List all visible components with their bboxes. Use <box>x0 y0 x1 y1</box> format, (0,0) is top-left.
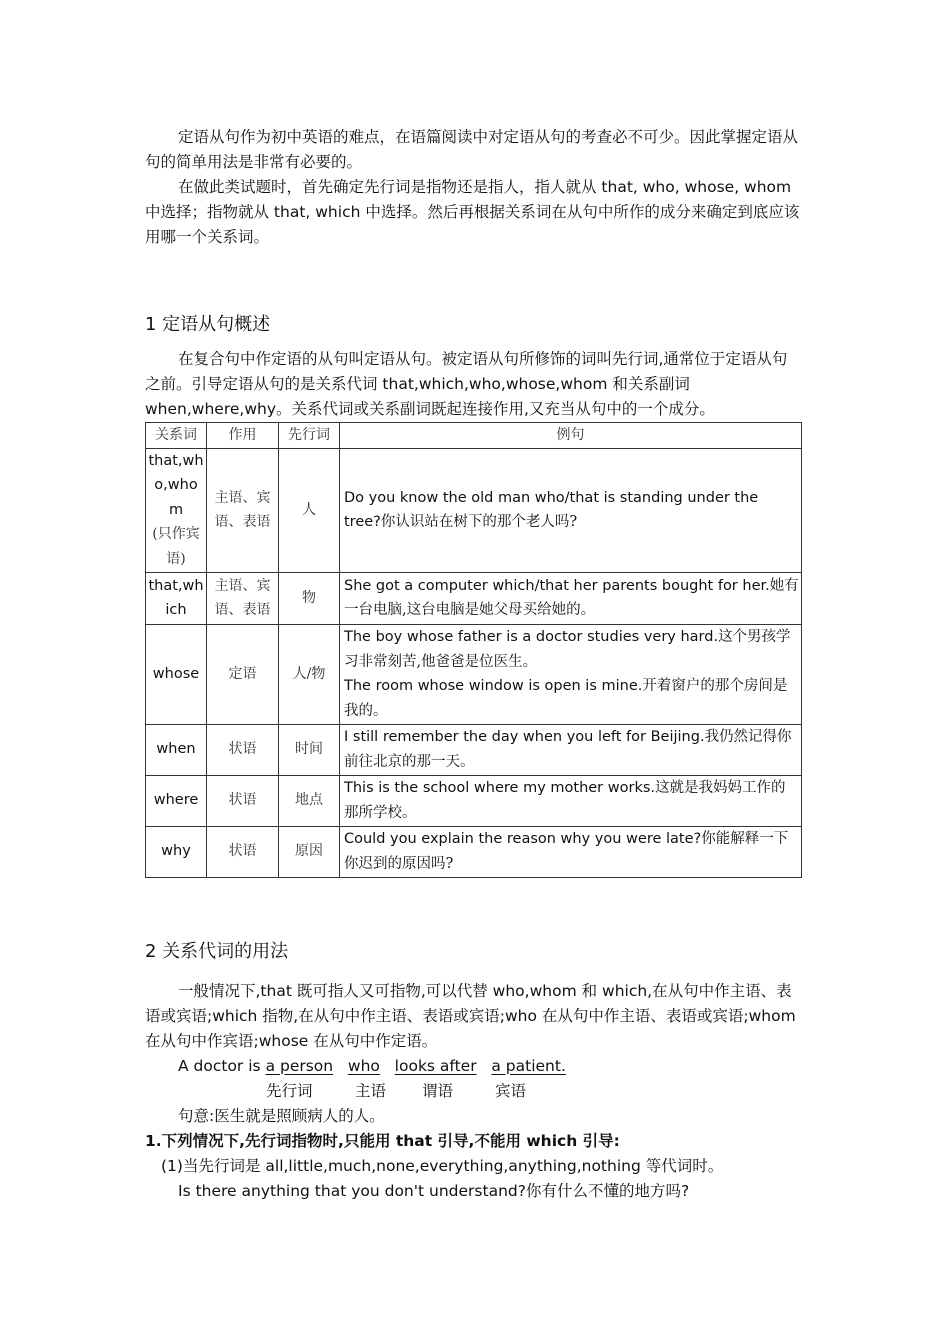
example-english: Could you explain the reason why you were late? <box>344 831 702 847</box>
relative-word-cell: whose <box>146 624 207 724</box>
label-antecedent: 先行词 <box>266 1081 313 1100</box>
example-part-antecedent: a person <box>265 1056 334 1075</box>
example-english: This is the school where my mother works. <box>344 780 656 796</box>
label-object: 宾语 <box>495 1081 527 1100</box>
relative-word-cell: where <box>146 775 207 826</box>
example-english: I still remember the day when you left for Beijing. <box>344 729 705 745</box>
antecedent-cell: 人 <box>279 448 340 572</box>
example-cell <box>340 624 802 724</box>
example-chinese: 开着窗户的那个房间是我的。 <box>344 678 788 719</box>
antecedent-cell: 时间 <box>279 724 340 775</box>
antecedent-cell: 地点 <box>279 775 340 826</box>
example-cell <box>340 775 802 826</box>
example-chinese: 我仍然记得你前往北京的那一天。 <box>344 729 792 770</box>
example-english: The boy whose father is a doctor studies very hard. <box>344 629 719 645</box>
table-header-cell: 关系词 <box>146 423 207 449</box>
example-labels <box>145 1079 801 1104</box>
antecedent-cell: 原因 <box>279 826 340 877</box>
intro-paragraph-2: 在做此类试题时，首先确定先行词是指物还是指人，指人就从 that, who, whose, whom 中选择；指物就从 that, which 中选择。然后再根据关系词在从句中所作的成分来确定到底应该用哪一个关系词。 <box>145 178 800 246</box>
role-cell: 状语 <box>207 724 279 775</box>
table-row <box>146 724 802 775</box>
table-row <box>146 572 802 624</box>
document-page <box>145 125 801 1204</box>
relative-word-cell <box>146 448 207 572</box>
antecedent-cell: 人/物 <box>279 624 340 724</box>
role-cell: 定语 <box>207 624 279 724</box>
example-part-object: a patient. <box>491 1056 566 1075</box>
table-header-cell: 先行词 <box>279 423 340 449</box>
example-meaning: 句意:医生就是照顾病人的人。 <box>178 1106 385 1125</box>
example-part-predicate: looks after <box>394 1056 477 1075</box>
role-cell: 主语、宾语、表语 <box>207 572 279 624</box>
example-cell <box>340 448 802 572</box>
example-chinese: 她有一台电脑,这台电脑是她父母买给她的。 <box>344 577 799 618</box>
relative-word-cell: why <box>146 826 207 877</box>
relative-word-cell: that,which <box>146 572 207 624</box>
table-row <box>146 448 802 572</box>
relative-word-cell: when <box>146 724 207 775</box>
table-header-cell: 例句 <box>340 423 802 449</box>
relative-word-note: (只作宾语) <box>152 526 200 567</box>
relative-word: that,who,whom <box>148 452 204 518</box>
section-1-heading: 1 定语从句概述 <box>145 314 271 335</box>
intro-paragraph-1: 定语从句作为初中英语的难点，在语篇阅读中对定语从句的考查必不可少。因此掌握定语从句的简单用法是非常有必要的。 <box>145 128 799 171</box>
antecedent-cell: 物 <box>279 572 340 624</box>
table-header-cell: 作用 <box>207 423 279 449</box>
example-english: The room whose window is open is mine. <box>344 678 643 694</box>
role-cell: 状语 <box>207 826 279 877</box>
case-1-example: Is there anything that you don't understand?你有什么不懂的地方吗? <box>178 1181 690 1200</box>
table-row <box>146 624 802 724</box>
example-cell <box>340 572 802 624</box>
section-2-heading: 2 关系代词的用法 <box>145 940 289 962</box>
example-chinese: 这就是我妈妈工作的那所学校。 <box>344 780 786 821</box>
role-cell: 主语、宾语、表语 <box>207 448 279 572</box>
table-header-row <box>146 423 802 449</box>
example-chinese: 这个男孩学习非常刻苦,他爸爸是位医生。 <box>344 629 791 670</box>
rule-1-heading: 1.下列情况下,先行词指物时,只能用 that 引导,不能用 which 引导: <box>145 1131 620 1150</box>
label-subject: 主语 <box>355 1081 387 1100</box>
example-chinese: 你认识站在树下的那个老人吗? <box>380 514 578 530</box>
example-cell <box>340 724 802 775</box>
example-part-subject: who <box>347 1056 380 1075</box>
example-english: She got a computer which/that her parents bought for her. <box>344 577 770 594</box>
example-english: Do you know the old man who/that is standing under the tree? <box>344 489 759 530</box>
label-predicate: 谓语 <box>422 1081 454 1100</box>
example-cell <box>340 826 802 877</box>
example-prefix: A doctor is <box>178 1056 261 1075</box>
section-2-paragraph: 一般情况下,that 既可指人又可指物,可以代替 who,whom 和 which,在从句中作主语、表语或宾语;which 指物,在从句中作主语、表语或宾语;who 在从句中作主语、表语或宾语;whom 在从句中作宾语;whose 在从句中作定语。 <box>145 981 796 1050</box>
table-row <box>146 826 802 877</box>
role-cell: 状语 <box>207 775 279 826</box>
relative-words-table <box>145 422 802 878</box>
table-row <box>146 775 802 826</box>
section-1-paragraph: 在复合句中作定语的从句叫定语从句。被定语从句所修饰的词叫先行词,通常位于定语从句之前。引导定语从句的是关系代词 that,which,who,whose,whom 和关系副词 when,where,why。关系代词或关系副词既起连接作用,又充当从句中的一个成分。 <box>145 350 788 418</box>
case-1: (1)当先行词是 all,little,much,none,everything,anything,nothing 等代词时。 <box>161 1156 724 1175</box>
example-chinese: 你能解释一下你迟到的原因吗? <box>344 831 789 872</box>
example-sentence <box>145 1054 801 1079</box>
